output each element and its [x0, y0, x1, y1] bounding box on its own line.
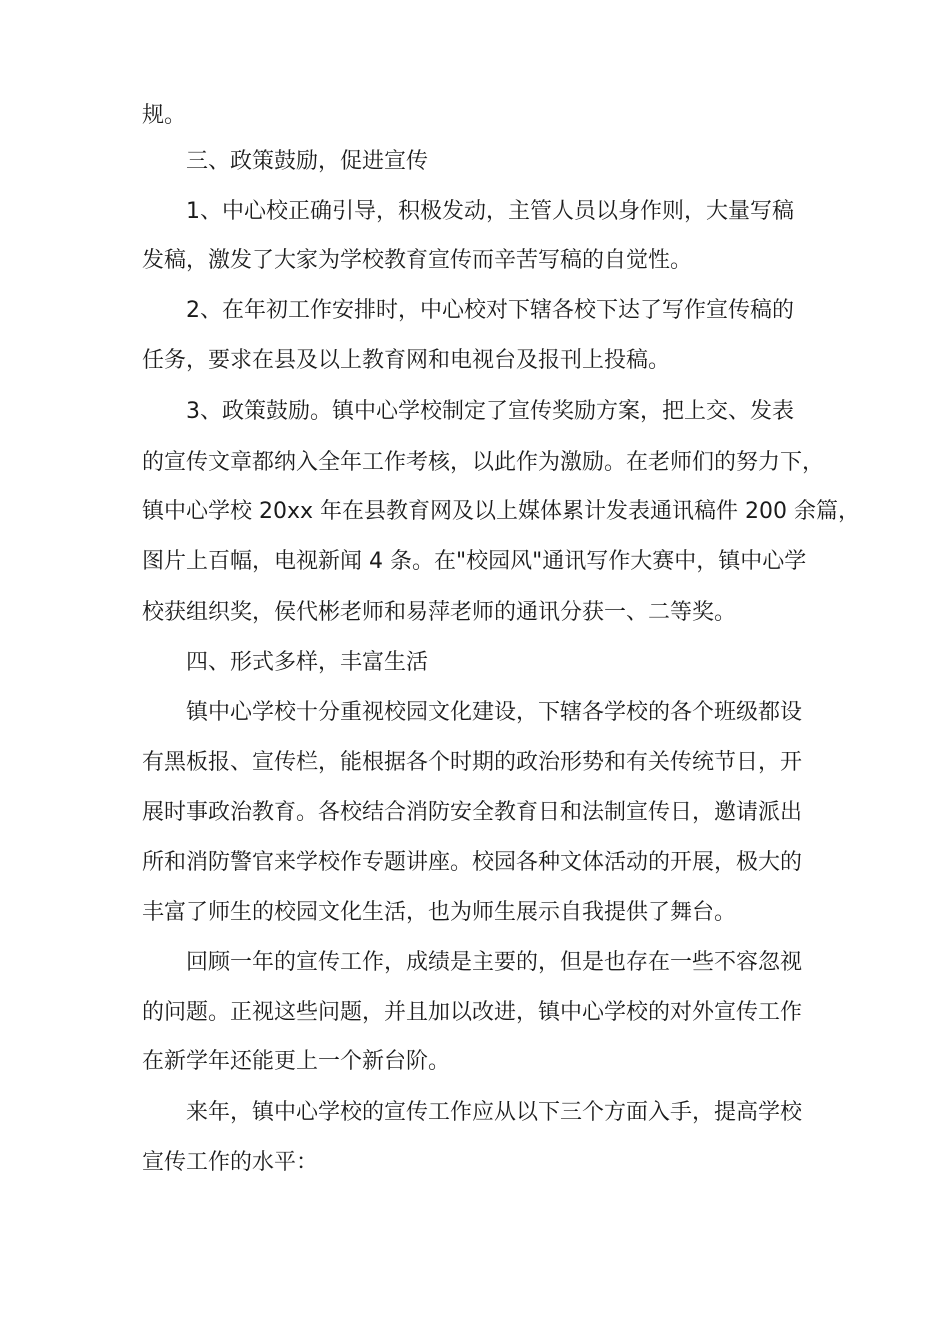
body-line: 在新学年还能更上一个新台阶。	[142, 1049, 451, 1074]
body-line: 宣传工作的水平：	[142, 1150, 319, 1175]
section-heading: 三、政策鼓励，促进宣传	[186, 149, 429, 174]
body-line: 发稿，激发了大家为学校教育宣传而辛苦写稿的自觉性。	[142, 248, 693, 273]
body-line: 的问题。正视这些问题，并且加以改进，镇中心学校的对外宣传工作	[142, 1000, 803, 1025]
section-heading: 四、形式多样，丰富生活	[186, 650, 429, 675]
body-line: 来年，镇中心学校的宣传工作应从以下三个方面入手，提高学校	[186, 1100, 803, 1125]
body-line: 有黑板报、宣传栏，能根据各个时期的政治形势和有关传统节日，开	[142, 750, 803, 775]
body-line: 2、在年初工作安排时，中心校对下辖各校下达了写作宣传稿的	[186, 298, 794, 323]
body-line: 的宣传文章都纳入全年工作考核，以此作为激励。在老师们的努力下，	[142, 450, 825, 475]
body-line: 规。	[142, 103, 187, 128]
body-line: 1、中心校正确引导，积极发动，主管人员以身作则，大量写稿	[186, 199, 794, 224]
body-line: 丰富了师生的校园文化生活，也为师生展示自我提供了舞台。	[142, 900, 737, 925]
body-line: 任务，要求在县及以上教育网和电视台及报刊上投稿。	[142, 348, 671, 373]
body-line: 展时事政治教育。各校结合消防安全教育日和法制宣传日，邀请派出	[142, 800, 803, 825]
body-line: 校获组织奖，侯代彬老师和易萍老师的通讯分获一、二等奖。	[142, 600, 737, 625]
body-line: 镇中心学校十分重视校园文化建设，下辖各学校的各个班级都设	[186, 700, 803, 725]
body-line: 所和消防警官来学校作专题讲座。校园各种文体活动的开展，极大的	[142, 850, 803, 875]
body-line: 3、政策鼓励。镇中心学校制定了宣传奖励方案，把上交、发表	[186, 399, 794, 424]
body-line: 镇中心学校 20xx 年在县教育网及以上媒体累计发表通讯稿件 200 余篇，	[142, 499, 860, 524]
body-line: 图片上百幅，电视新闻 4 条。在"校园风"通讯写作大赛中，镇中心学	[142, 549, 807, 574]
body-line: 回顾一年的宣传工作，成绩是主要的，但是也存在一些不容忽视	[186, 950, 803, 975]
